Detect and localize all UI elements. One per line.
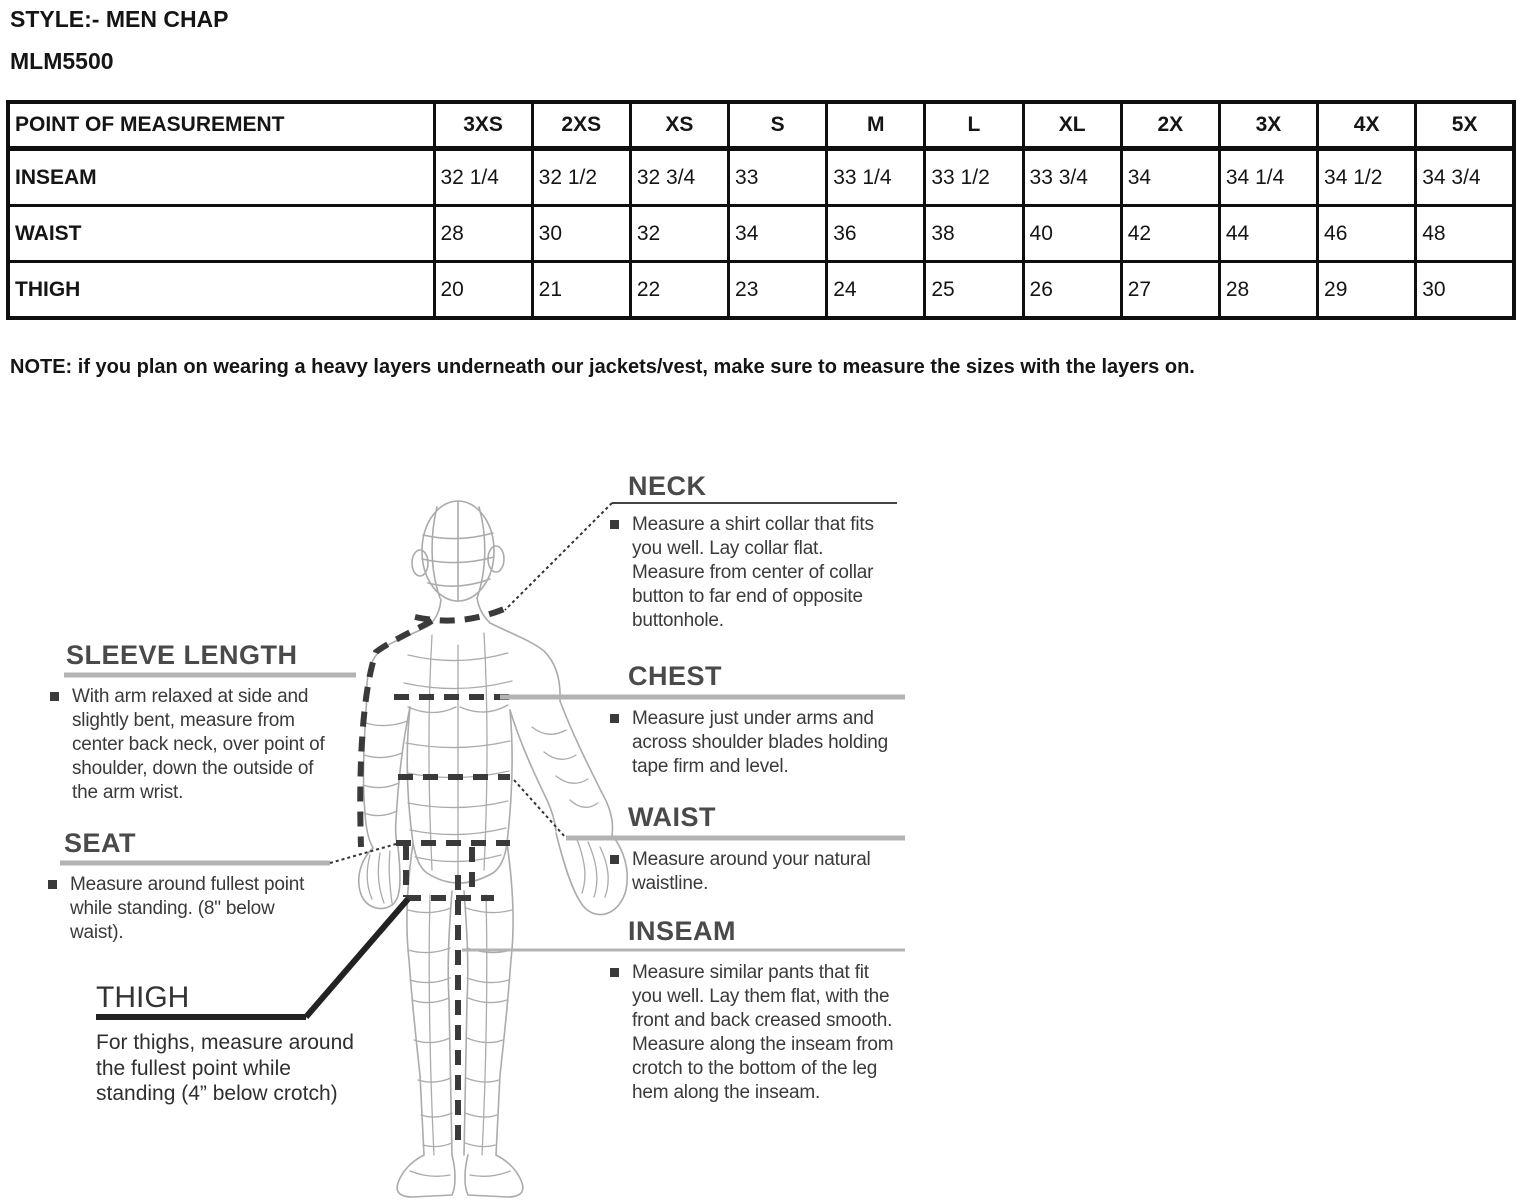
size-value: 44 — [1219, 206, 1317, 262]
column-header-size: 5X — [1416, 102, 1514, 149]
style-code: MLM5500 — [10, 48, 114, 74]
annotation-thigh-title: THIGH — [96, 981, 190, 1014]
mannequin-outline — [359, 501, 627, 1197]
annotation-chest-title: CHEST — [628, 661, 723, 691]
size-value: 34 1/2 — [1318, 149, 1416, 206]
size-value: 34 1/4 — [1219, 149, 1317, 206]
annotation-seat-title: SEAT — [64, 828, 137, 858]
annotation-neck-desc: Measure a shirt collar that fits you well. Lay collar flat. Measure from center of collar button to far end of opposite buttonhole. — [608, 513, 894, 633]
size-value: 33 1/2 — [925, 149, 1023, 206]
annotation-thigh-desc: For thighs, measure around the fullest point while standing (4” below crotch) — [96, 1031, 354, 1106]
column-header-size: 3X — [1219, 102, 1317, 149]
size-value: 40 — [1023, 206, 1121, 262]
size-value: 20 — [434, 262, 532, 319]
bullet-icon — [610, 714, 619, 723]
size-value: 25 — [925, 262, 1023, 319]
size-value: 28 — [1219, 262, 1317, 319]
column-header-size: XS — [630, 102, 728, 149]
size-value: 38 — [925, 206, 1023, 262]
size-value: 33 3/4 — [1023, 149, 1121, 206]
size-value: 34 — [729, 206, 827, 262]
thigh-measure-line — [406, 845, 494, 898]
annotation-neck-title: NECK — [628, 471, 707, 501]
size-value: 29 — [1318, 262, 1416, 319]
column-header-size: M — [827, 102, 925, 149]
measurement-diagram — [0, 455, 1522, 1200]
size-value: 32 1/4 — [434, 149, 532, 206]
note-text: NOTE: if you plan on wearing a heavy layers underneath our jackets/vest, make sure to measure the sizes with the layers on. — [10, 356, 1195, 378]
annotation-waist-title: WAIST — [628, 802, 716, 832]
sleeve-measure-line — [360, 621, 432, 847]
annotation-waist-desc: Measure around your natural waistline. — [608, 848, 872, 896]
size-value: 33 1/4 — [827, 149, 925, 206]
size-value: 30 — [532, 206, 630, 262]
size-value: 27 — [1121, 262, 1219, 319]
page-title: STYLE:- MEN CHAP — [10, 6, 229, 32]
seat-leader-line — [330, 844, 396, 863]
neck-measure-line — [415, 609, 504, 621]
bullet-icon — [610, 520, 619, 529]
annotation-sleeve-length-desc: With arm relaxed at side and slightly bent, measure from center back neck, over point of shoulder, down the outside of the arm wrist. — [48, 685, 334, 805]
size-value: 34 3/4 — [1416, 149, 1514, 206]
bullet-icon — [50, 692, 59, 701]
annotation-inseam-desc: Measure similar pants that fit you well. Lay them flat, with the front and back creased smooth. Measure along the inseam from crotch to the bottom of the leg hem along the inseam. — [608, 961, 900, 1105]
thigh-leader-line — [306, 899, 408, 1017]
column-header-point-of-measurement: POINT OF MEASUREMENT — [8, 102, 434, 149]
column-header-size: 3XS — [434, 102, 532, 149]
annotation-inseam-title: INSEAM — [628, 916, 737, 946]
bullet-icon — [48, 880, 57, 889]
size-value: 32 3/4 — [630, 149, 728, 206]
table-row-thigh — [8, 262, 1514, 319]
size-value: 24 — [827, 262, 925, 319]
waist-leader-line — [514, 780, 566, 838]
row-label: INSEAM — [8, 149, 434, 206]
column-header-size: XL — [1023, 102, 1121, 149]
size-chart-table — [6, 100, 1516, 320]
row-label: WAIST — [8, 206, 434, 262]
neck-leader-line — [505, 503, 612, 610]
column-header-size: S — [729, 102, 827, 149]
annotation-chest-desc: Measure just under arms and across shoulder blades holding tape firm and level. — [608, 707, 900, 779]
annotation-seat-desc: Measure around fullest point while standing. (8" below waist). — [46, 873, 305, 945]
row-label: THIGH — [8, 262, 434, 319]
size-value: 34 — [1121, 149, 1219, 206]
column-header-size: 2X — [1121, 102, 1219, 149]
size-value: 30 — [1416, 262, 1514, 319]
column-header-size: 2XS — [532, 102, 630, 149]
column-header-size: L — [925, 102, 1023, 149]
size-value: 32 — [630, 206, 728, 262]
page-header — [0, 0, 1522, 73]
size-value: 48 — [1416, 206, 1514, 262]
size-value: 22 — [630, 262, 728, 319]
size-value: 32 1/2 — [532, 149, 630, 206]
bullet-icon — [610, 968, 619, 977]
table-row-waist — [8, 206, 1514, 262]
size-value: 42 — [1121, 206, 1219, 262]
bullet-icon — [610, 855, 619, 864]
annotation-sleeve-length-title: SLEEVE LENGTH — [66, 640, 298, 670]
size-value: 33 — [729, 149, 827, 206]
size-value: 46 — [1318, 206, 1416, 262]
size-value: 21 — [532, 262, 630, 319]
measurement-dashed-lines — [360, 609, 512, 1150]
table-header-row — [8, 102, 1514, 149]
size-value: 36 — [827, 206, 925, 262]
table-row-inseam — [8, 149, 1514, 206]
size-value: 26 — [1023, 262, 1121, 319]
size-value: 23 — [729, 262, 827, 319]
column-header-size: 4X — [1318, 102, 1416, 149]
size-value: 28 — [434, 206, 532, 262]
